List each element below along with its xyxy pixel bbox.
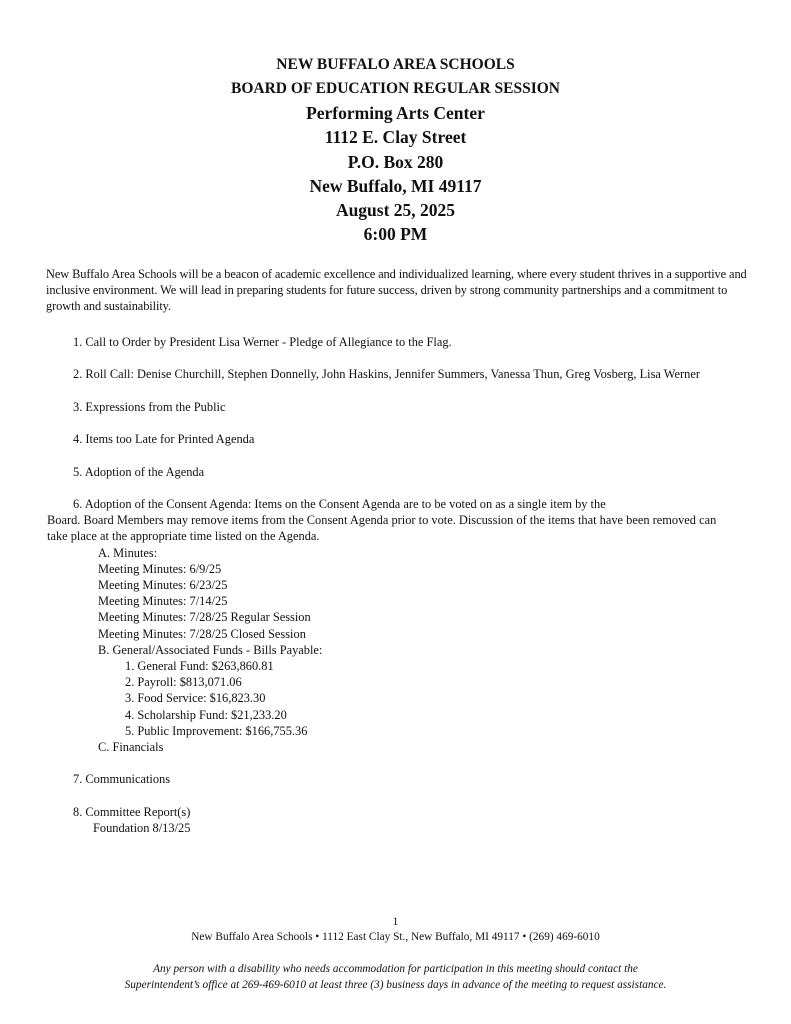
mission-statement: New Buffalo Area Schools will be a beacon of academic excellence and individualized learning, where every student thrives in a supportive and inclusive environment. We will lead in preparing students for future success, driven by strong community partnerships and a commitment to growth and sustainability.: [46, 267, 747, 313]
agenda-item-call-to-order: 1. Call to Order by President Lisa Werner - Pledge of Allegiance to the Flag.: [73, 335, 452, 349]
venue: Performing Arts Center: [306, 103, 485, 123]
bill-entry: 1. General Fund: $263,860.81: [125, 658, 274, 673]
po-box: P.O. Box 280: [347, 151, 444, 172]
minutes-entry: Meeting Minutes: 6/9/25: [98, 561, 222, 576]
consent-agenda-details: [73, 545, 733, 756]
document-header: [0, 53, 791, 247]
agenda-item-adoption: 5. Adoption of the Agenda: [73, 464, 205, 479]
minutes-entry: Meeting Minutes: 7/28/25 Closed Session: [98, 626, 306, 641]
meeting-time: 6:00 PM: [363, 224, 428, 245]
session-title: BOARD OF EDUCATION REGULAR SESSION: [231, 80, 560, 97]
committee-report-foundation: Foundation 8/13/25: [93, 820, 191, 835]
minutes-entry: Meeting Minutes: 6/23/25: [98, 577, 228, 592]
minutes-entry: Meeting Minutes: 7/28/25 Regular Session: [98, 610, 311, 625]
minutes-entry: Meeting Minutes: 7/14/25: [98, 594, 228, 609]
bill-entry: 3. Food Service: $16,823.30: [125, 691, 266, 706]
bill-entry: 4. Scholarship Fund: $21,233.20: [125, 707, 287, 722]
agenda-item-committee-reports: 8. Committee Report(s): [73, 804, 191, 819]
agenda-item-consent-line1: 6. Adoption of the Consent Agenda: Items on the Consent Agenda are to be voted on as a single item by the: [73, 496, 606, 511]
org-name: NEW BUFFALO AREA SCHOOLS: [276, 56, 515, 73]
meeting-date: August 25, 2025: [335, 200, 456, 221]
bill-entry: 2. Payroll: $813,071.06: [125, 675, 242, 690]
consent-bills-heading: B. General/Associated Funds - Bills Payable:: [98, 642, 323, 657]
accessibility-notice: [0, 962, 791, 993]
consent-financials: C. Financials: [98, 740, 164, 754]
city-state-zip: New Buffalo, MI 49117: [309, 175, 482, 196]
agenda-item-communications: 7. Communications: [73, 772, 171, 787]
agenda-item-roll-call: 2. Roll Call: Denise Churchill, Stephen Donnelly, John Haskins, Jennifer Summers, Vanessa Thun, Greg Vosberg, Lisa Werner: [73, 367, 700, 382]
notice-line-1: Any person with a disability who needs accommodation for participation in this meeting should contact the: [153, 963, 638, 975]
bill-entry: 5. Public Improvement: $166,755.36: [125, 723, 308, 738]
street-address: 1112 E. Clay Street: [324, 127, 467, 148]
agenda-item-consent-description: Board. Board Members may remove items from the Consent Agenda prior to vote. Discussion of the items that have been removed can take place at the appropriate time listed on the Agenda.: [47, 513, 717, 544]
agenda-item-late-items: 4. Items too Late for Printed Agenda: [73, 432, 255, 447]
notice-line-2: Superintendent’s office at 269-469-6010 at least three (3) business days in advance of the meeting to request assistance.: [124, 978, 667, 991]
footer-contact: New Buffalo Area Schools • 1112 East Clay St., New Buffalo, MI 49117 • (269) 469-6010: [191, 931, 600, 943]
consent-minutes-heading: A. Minutes:: [98, 545, 158, 560]
page-number: 1: [392, 916, 399, 928]
agenda-item-public-expressions: 3. Expressions from the Public: [73, 399, 226, 414]
agenda-list: [47, 334, 733, 836]
page-footer: [0, 915, 791, 945]
